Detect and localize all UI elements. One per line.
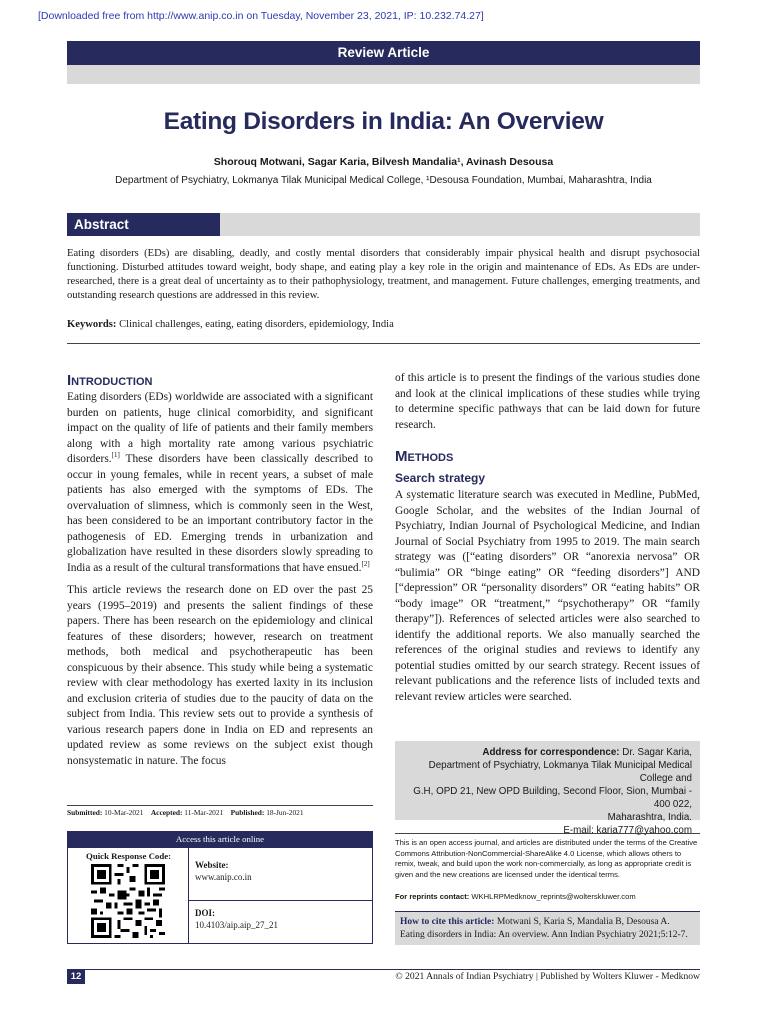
- page-number: 12: [67, 970, 85, 984]
- column-right: [395, 371, 700, 712]
- correspondence-line: Department of Psychiatry, Lokmanya Tilak Municipal Medical College and: [428, 760, 692, 784]
- correspondence-email[interactable]: E-mail: karia777@yahoo.com: [563, 825, 692, 836]
- dates-divider: [67, 805, 373, 806]
- methods-heading: METHODS: [395, 448, 454, 465]
- intro-paragraph-3: of this article is to present the findings of the various studies done and look at the clinical implications of these studies while trying to determine specific pathways that can be laid down for future research.: [395, 372, 700, 431]
- access-divider-horizontal: [188, 900, 373, 901]
- reprints-email[interactable]: WKHLRPMedknow_reprints@wolterskluwer.com: [469, 892, 636, 901]
- doi-label: DOI:: [195, 908, 215, 918]
- access-divider-vertical: [188, 848, 189, 944]
- reprints-contact: For reprints contact: WKHLRPMedknow_reprints@wolterskluwer.com: [395, 892, 636, 901]
- footer-copyright: © 2021 Annals of Indian Psychiatry | Published by Wolters Kluwer - Medknow: [395, 971, 700, 982]
- article-title: Eating Disorders in India: An Overview: [163, 108, 604, 135]
- qr-code-label: Quick Response Code:: [86, 851, 172, 861]
- author-list: Shorouq Motwani, Sagar Karia, Bilvesh Mandalia¹, Avinash Desousa: [213, 156, 554, 168]
- qr-code-icon[interactable]: [91, 864, 165, 938]
- correspondence-name: Dr. Sagar Karia,: [619, 747, 692, 758]
- citation-ref[interactable]: [1]: [111, 451, 120, 460]
- cite-text: Motwani S, Karia S, Mandalia B, Desousa A. Eating disorders in India: An overview. Ann Indian Psychiatry 2021;5:12-7.: [400, 917, 688, 940]
- footer-divider: [67, 969, 700, 970]
- open-access-notice: This is an open access journal, and articles are distributed under the terms of the Creative Commons Attribution-NonCommercial-ShareAlike 4.0 License, which allows others to remix, tweak, and build upon the work non-commercially, as long as appropriate credit is given and the new creations are licensed under the identical terms.: [395, 838, 698, 879]
- publication-dates: Submitted: 10-Mar-2021 Accepted: 11-Mar-2021 Published: 18-Jun-2021: [67, 808, 304, 817]
- keywords: [67, 319, 700, 330]
- citation-ref[interactable]: [2]: [361, 559, 370, 568]
- correspondence-line: Maharashtra, India.: [607, 812, 692, 823]
- column-left: [67, 372, 373, 776]
- affiliation: Department of Psychiatry, Lokmanya Tilak Municipal Medical College, ¹Desousa Foundation, Mumbai, Maharashtra, India: [115, 175, 652, 186]
- open-access-divider: [395, 833, 700, 834]
- correspondence-label: Address for correspondence:: [482, 747, 620, 758]
- keywords-list: Clinical challenges, eating, eating disorders, epidemiology, India: [119, 319, 394, 330]
- website-link[interactable]: www.anip.co.in: [195, 872, 252, 882]
- keywords-label: Keywords:: [67, 319, 117, 330]
- article-type-bar: Review Article: [67, 41, 700, 65]
- download-note: [Downloaded free from http://www.anip.co.in on Tuesday, November 23, 2021, IP: 10.232.74.27]: [38, 10, 484, 22]
- intro-paragraph-1: Eating disorders (EDs) worldwide are associated with a significant burden on patients, huge clinical comorbidity, and significant impact on the quality of life of patients and their family members along with a high mortality rate among various psychiatric disorders.[1] These disorders have been classically described to occur in young females, while in recent years, a subset of male patients has also emerged with the symptoms of EDs. The overvaluation of slimness, which is commonly seen in the West, has been considered to be an important contributory factor in the pathogenesis of ED. Emerging trends in urbanization and globalization have resulted in these disorders slowly spreading to India as a result of the cultural transformations that have ensued.[2]: [67, 391, 373, 574]
- abstract-divider: [67, 343, 700, 344]
- cite-label: How to cite this article:: [400, 917, 495, 927]
- correspondence-box: [395, 741, 700, 836]
- methods-paragraph: A systematic literature search was executed in Medline, PubMed, Google Scholar, and the websites of the Indian Journal of Psychiatry, Indian Journal of Psychological Medicine, and Indian Journal of Social Psychiatry from 1995 to 2019. The main search strategy was ([“eating disorders” OR “anorexia nervosa” OR “bulimia” OR “binge eating” OR “feeding disorders”] AND [“depression” OR “personality disorders” OR “eating habits” OR “body image” OR “treatment,” “psychotherapy” OR “family therapy”]). References of selected articles were also searched to identify the additional reports. We also manually searched the references of the original studies and reviews to identify any potential studies omitted by our search strategy. Recent issues of relevant publications and the reference lists of included texts and relevant review articles were searched.: [395, 489, 700, 703]
- how-to-cite-box: [395, 911, 700, 945]
- abstract-heading: Abstract: [67, 213, 220, 236]
- access-online-heading: Access this article online: [67, 831, 373, 848]
- intro-paragraph-2: This article reviews the research done on ED over the past 25 years (1995–2019) and presents the salient findings of these papers. There has been research on the epidemiology and clinical features of these disorders; however, research on treatment methods, both medical and psychotherapeutic has been conspicuous by their absence. This study while being a systematic review with clear methodology has exerted laxity in its inclusion and exclusion criteria of studies due to the paucity of data on the subject from India. This review sets out to provide a synthesis of various research papers done in India on ED and represents an updated review as some reviews on the subject exist though nonsystematic in nature. The focus: [67, 584, 373, 767]
- header-gray-band: [67, 65, 700, 84]
- website-label: Website:: [195, 860, 229, 870]
- abstract-text: Eating disorders (EDs) are disabling, deadly, and costly mental disorders that considerably impair physical health and disrupt psychosocial functioning. Disturbed attitudes toward weight, body shape, and eating play a key role in the origin and maintenance of EDs. As EDs are under-researched, there is a great deal of uncertainty as to their pathophysiology, treatment, and management. Future challenges, emerging treatments, and outstanding research questions are addressed in this review.: [67, 248, 700, 301]
- doi-link[interactable]: 10.4103/aip.aip_27_21: [195, 920, 278, 930]
- correspondence-line: G.H, OPD 21, New OPD Building, Second Floor, Sion, Mumbai - 400 022,: [413, 786, 692, 810]
- introduction-heading: INTRODUCTION: [67, 372, 153, 389]
- search-strategy-subheading: Search strategy: [395, 470, 486, 485]
